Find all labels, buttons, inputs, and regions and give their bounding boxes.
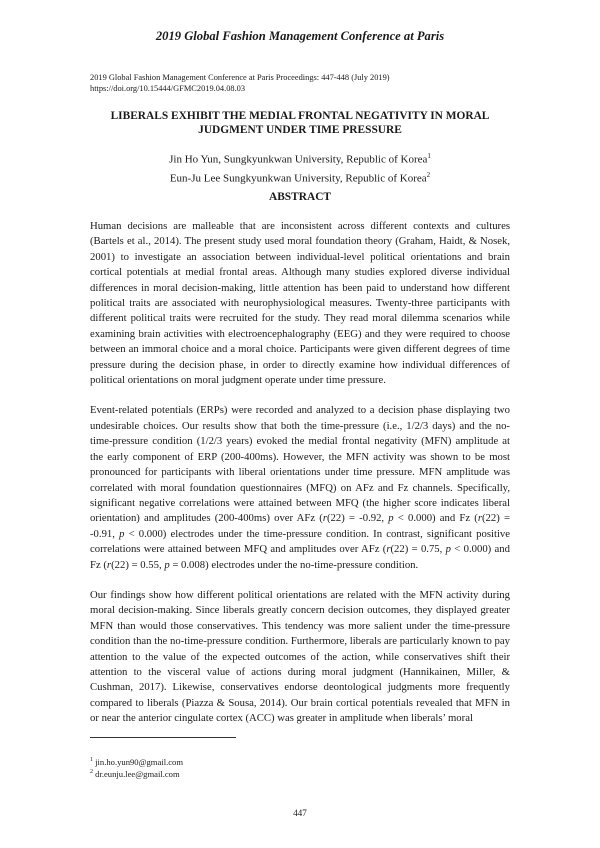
paper-title — [60, 109, 540, 137]
title-line-2: JUDGMENT UNDER TIME PRESSURE — [198, 124, 402, 136]
author-2 — [60, 168, 540, 187]
footnote-divider — [90, 737, 236, 738]
footnote-1-email[interactable]: jin.ho.yun90@gmail.com — [93, 756, 184, 767]
paragraph-2: Event-related potentials (ERPs) were recorded and analyzed to a decision phase displaying two undesirable choices. Our results show that both the time-pressure (i.e., 1/2/3 days) and the no-time-pressure condition (1/2/3 years) evoked the medial frontal negativity (MFN) amplitude at the early component of ERP (200-400ms). However, the MFN activity was shown to be most pronounced for participants with liberal orientations under time pressure. MFN amplitude was correlated with moral foundation questionnaires (MFQ) on AFz and Fz channels. Specifically, significant negative correlations were attained between MFQ (the higher score indicates liberal orientation) and amplitudes (200-400ms) over AFz (r(22) = -0.92, p < 0.000) and Fz (r(22) = -0.91, p < 0.000) electrodes under the time-pressure condition. In contrast, significant positive correlations were attained between MFQ and amplitudes over AFz (r(22) = 0.75, p < 0.000) and Fz (r(22) = 0.55, p = 0.008) electrodes under the no-time-pressure condition. — [90, 404, 510, 571]
footnote-1-mark: 1 — [90, 757, 93, 763]
author-1-affiliation: Jin Ho Yun, Sungkyunkwan University, Republic of Korea — [169, 153, 428, 166]
page-number: 447 — [293, 808, 307, 818]
author-1 — [60, 149, 540, 168]
publication-meta — [90, 72, 520, 94]
author-1-footnote-mark: 1 — [427, 152, 431, 160]
paragraph-1: Human decisions are malleable that are inconsistent across different contexts and cultures (Bartels et al., 2014). The present study used moral foundation theory (Graham, Haidt, & Nosek, 2001) to investigate an association between individual-level political orientations and brain cortical potentials at medial frontal areas. Although many studies explored diverse individual differences in moral decision-making, little attention has been paid to understand how different political traits are associated with neurophysiological measures. Twenty-three participants with different political traits were recruited for the study. They read moral dilemma scenarios while examining brain activities with electroencephalography (EEG) and they were required to choose between an immoral choice and a moral choice. Participants were given different degrees of time pressure during the decision phase, in order to directly examine how individual differences of political orientations on moral judgment operate under time pressure. — [90, 220, 510, 387]
author-2-affiliation: Eun-Ju Lee Sungkyunkwan University, Republic of Korea — [169, 172, 427, 185]
footnote-2-email[interactable]: dr.eunju.lee@gmail.com — [93, 768, 180, 779]
footnote-2-mark: 2 — [90, 769, 93, 775]
author-2-footnote-mark: 2 — [426, 170, 431, 179]
doi-link[interactable]: https://doi.org/10.15444/GFMC2019.04.08.03 — [90, 84, 246, 94]
conference-header: 2019 Global Fashion Management Conference at Paris — [155, 29, 445, 43]
paragraph-3: Our findings show how different political orientations are related with the MFN activity during moral decision-making. Since liberals greatly concern decision outcomes, they displayed greater MFN than would those conservatives. This tendency was more salient under the time-pressure condition than the no-time-pressure condition. Furthermore, liberals are particularly known to pay attention to the value of the expected outcomes of the action, while conservatives shift their attention to the visceral value of actions during moral judgment (Hannikainen, Miller, & Cushman, 2017). Likewise, conservatives endorse deontological judgments more frequently compared to liberals (Piazza & Sousa, 2014). Our brain cortical potentials revealed that MFN in or near the anterior cingulate cortex (ACC) was greater in amplitude when liberals’ moral — [90, 588, 510, 725]
title-line-1: LIBERALS EXHIBIT THE MEDIAL FRONTAL NEGATIVITY IN MORAL — [110, 110, 490, 122]
abstract-body — [90, 219, 510, 742]
author-list — [60, 149, 540, 186]
proceedings-line: 2019 Global Fashion Management Conference at Paris Proceedings: 447-448 (July 2019) — [90, 73, 390, 82]
abstract-heading: ABSTRACT — [268, 191, 332, 203]
footnote-2 — [90, 766, 180, 780]
